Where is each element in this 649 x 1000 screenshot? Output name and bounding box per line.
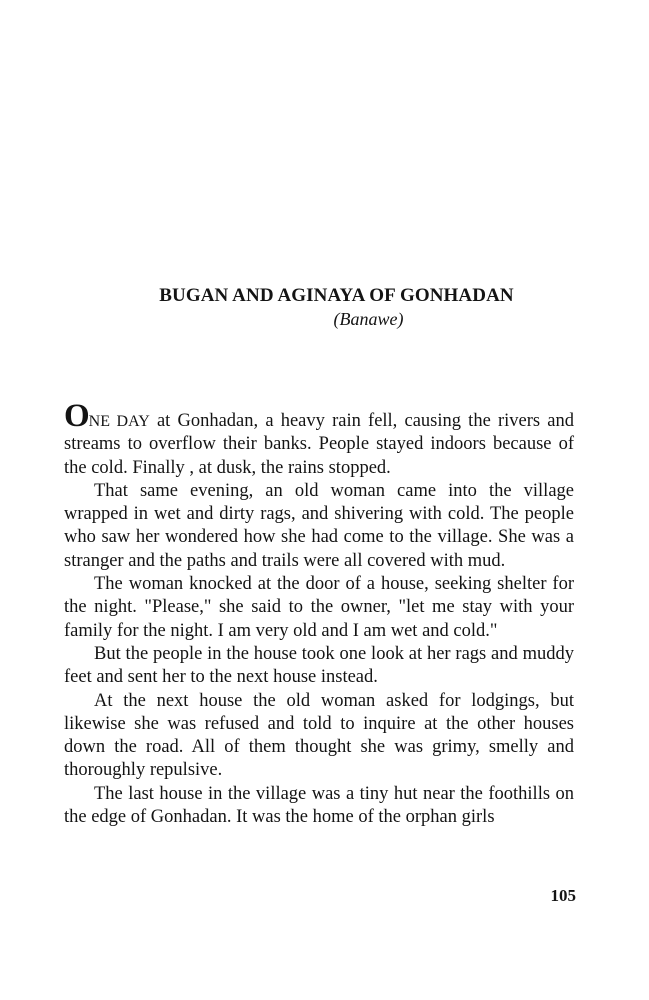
paragraph-4: But the people in the house took one look at her rags and muddy feet and sent her to the next house instead. (64, 643, 574, 688)
story-title: BUGAN AND AGINAYA OF GONHADAN (159, 285, 514, 306)
paragraph-5: At the next house the old woman asked for lodgings, but likewise she was refused and told to inquire at the other houses down the road. All of them thought she was grimy, smelly and thoroughly repulsive. (64, 690, 574, 781)
paragraph-1 (64, 398, 574, 480)
drop-cap: O (64, 398, 89, 434)
title-block (0, 284, 649, 330)
story-subtitle: (Banawe) (333, 309, 404, 329)
page-number: 105 (550, 886, 576, 905)
paragraph-1-text: at Gonhadan, a heavy rain fell, causing the rivers and streams to overflow their banks. People stayed indoors because of the cold. Finally , at dusk, the rains stopped. (64, 411, 574, 478)
story-body (64, 398, 574, 829)
paragraph-6: The last house in the village was a tiny hut near the foothills on the edge of Gonhadan. It was the home of the orphan girls (64, 783, 574, 828)
paragraph-2: That same evening, an old woman came into the village wrapped in wet and dirty rags, and shivering with cold. The people who saw her wondered how she had come to the village. She was a stranger and the paths and trails were all covered with mud. (64, 480, 574, 571)
paragraph-3: The woman knocked at the door of a house, seeking shelter for the night. "Please," she said to the owner, "let me stay with your family for the night. I am very old and I am wet and cold." (64, 574, 574, 641)
opening-small-caps: NE DAY (88, 413, 150, 430)
